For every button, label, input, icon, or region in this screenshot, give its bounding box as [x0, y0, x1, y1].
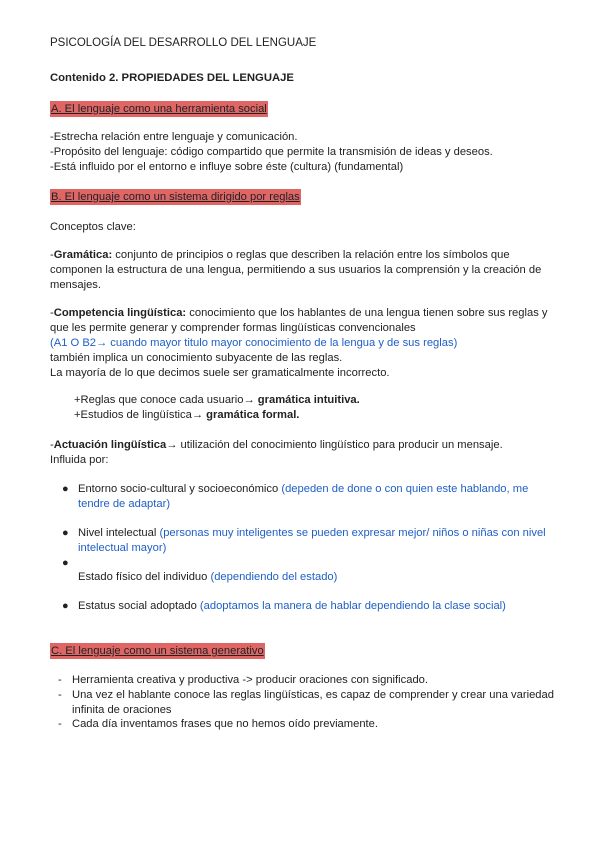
list-item	[50, 482, 560, 512]
actuacion-definition: → utilización del conocimiento lingüístico para producir un mensaje.	[166, 439, 503, 451]
section-a-line: -Propósito del lenguaje: código compartido que permite la transmisión de ideas y deseos.	[50, 146, 493, 158]
section-a-heading-row	[50, 101, 560, 117]
list-item-text: Herramienta creativa y productiva -> producir oraciones con significado.	[72, 674, 428, 686]
list-item-text: Cada día inventamos frases que no hemos oído previamente.	[72, 718, 378, 730]
list-item	[50, 526, 560, 556]
bullet-note: (dependiendo del estado)	[210, 571, 338, 583]
competencia-line2: también implica un conocimiento subyacente de las reglas.	[50, 352, 343, 364]
reglas-line-intuitiva	[74, 393, 584, 408]
bullet-icon: ●	[62, 527, 69, 539]
document-title: PSICOLOGÍA DEL DESARROLLO DEL LENGUAJE	[50, 37, 317, 49]
bullet-icon: ●	[62, 557, 69, 569]
section-b-heading: B. El lenguaje como un sistema dirigido por reglas	[51, 191, 300, 203]
gramatica-formal: gramática formal.	[206, 409, 300, 421]
gramatica-prefix: -	[50, 249, 54, 261]
bullet-icon: ●	[62, 600, 69, 612]
competencia-line3: La mayoría de lo que decimos suele ser gramaticalmente incorrecto.	[50, 367, 390, 379]
gramatica-definition: conjunto de principios o reglas que describen la relación entre los símbolos que componen la estructura de una lengua, permitiendo a sus usuarios la comprensión y la creación de mensajes.	[50, 249, 542, 291]
dash-icon: -	[58, 718, 62, 730]
section-a-heading: A. El lenguaje como una herramienta social	[51, 103, 267, 115]
gramatica-paragraph	[50, 248, 560, 293]
bullet-text: Nivel intelectual	[78, 527, 160, 539]
section-a-line: -Estrecha relación entre lenguaje y comunicación.	[50, 131, 298, 143]
actuacion-prefix: -	[50, 439, 54, 451]
conceptos-clave: Conceptos clave:	[50, 221, 136, 233]
bullet-text: Estado físico del individuo	[78, 571, 211, 583]
actuacion-main	[50, 438, 560, 453]
competencia-note: (A1 O B2→ cuando mayor titulo mayor conocimiento de la lengua y de sus reglas)	[50, 337, 458, 349]
content-heading: Contenido 2. PROPIEDADES DEL LENGUAJE	[50, 72, 294, 84]
actuacion-paragraph	[50, 438, 560, 468]
list-item	[50, 673, 560, 688]
competencia-definition: conocimiento que los hablantes de una lengua tienen sobre sus reglas y que les permite generar y comprender formas lingüísticas convencionales	[50, 307, 548, 334]
reglas-text: +Reglas que conoce cada usuario→	[74, 394, 258, 406]
list-item-continued	[50, 570, 560, 585]
bullet-note: (adoptamos la manera de hablar dependiendo la clase social)	[199, 600, 506, 612]
estudios-text: +Estudios de lingüística→	[74, 409, 207, 421]
competencia-main	[50, 306, 560, 336]
section-b-heading-row	[50, 189, 560, 205]
actuacion-term: Actuación lingüística	[53, 439, 167, 451]
list-item	[50, 717, 560, 732]
dash-icon: -	[58, 674, 62, 686]
bullet-note: (personas muy inteligentes se pueden expresar mejor/ niños o niñas con nivel intelectual mayor)	[78, 527, 546, 554]
list-item	[50, 688, 560, 718]
bullet-text: Estatus social adoptado	[78, 600, 200, 612]
reglas-line-formal	[74, 408, 584, 423]
list-item	[50, 599, 560, 614]
dash-icon: -	[58, 689, 62, 701]
section-c-heading-row	[50, 643, 560, 659]
gramatica-intuitiva: gramática intuitiva.	[257, 394, 360, 406]
section-a-body	[50, 130, 560, 175]
bullet-note: (depeden de done o con quien este hablando, me tendre de adaptar)	[78, 483, 529, 510]
influida-por: Influida por:	[50, 454, 109, 466]
bullet-icon: ●	[62, 483, 69, 495]
competencia-paragraph	[50, 306, 560, 381]
competencia-term: Competencia lingüística:	[53, 307, 187, 319]
competencia-prefix: -	[50, 307, 54, 319]
bullet-text: Entorno socio-cultural y socioeconómico	[78, 483, 282, 495]
section-a-line: -Está influido por el entorno e influye sobre éste (cultura) (fundamental)	[50, 161, 404, 173]
gramatica-term: Gramática:	[53, 249, 113, 261]
section-c-heading: C. El lenguaje como un sistema generativo	[51, 645, 264, 657]
list-item-text: Una vez el hablante conoce las reglas lingüísticas, es capaz de comprender y crear una variedad infinita de oraciones	[72, 689, 554, 716]
reglas-block	[74, 393, 584, 423]
